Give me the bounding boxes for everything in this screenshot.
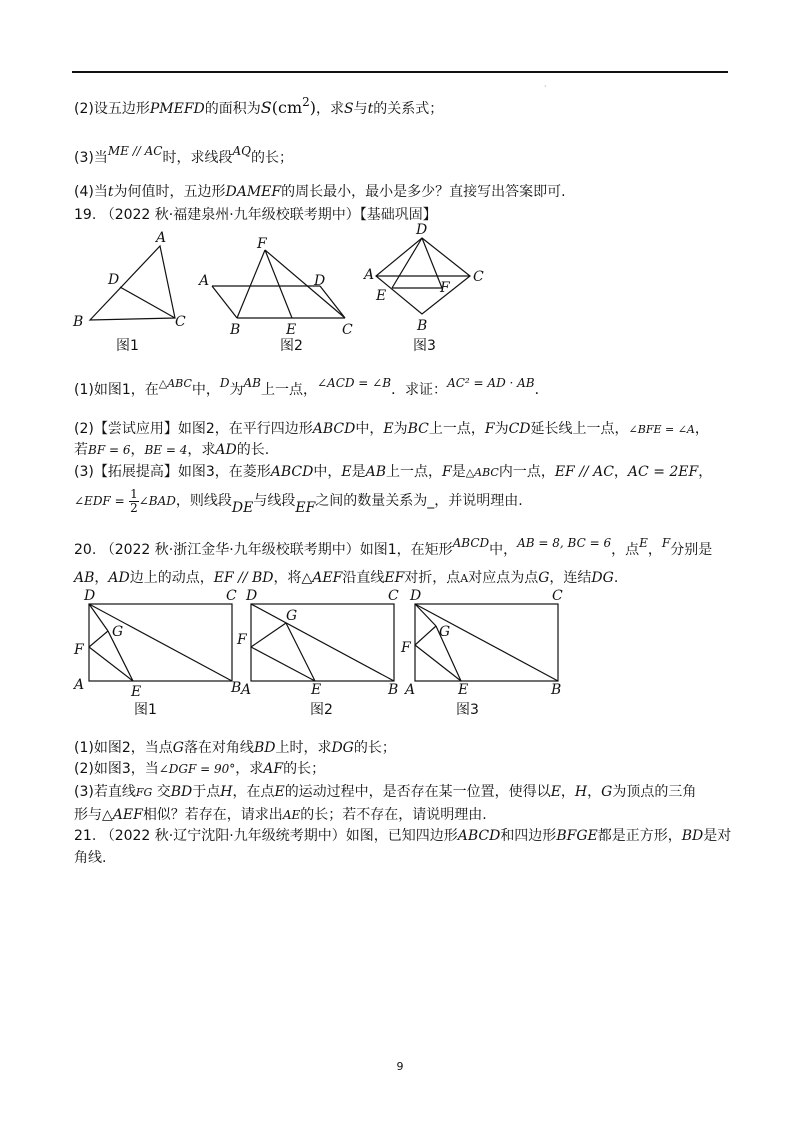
header-rule bbox=[72, 71, 728, 73]
q20-f2-caption: 图2 bbox=[310, 702, 333, 718]
q19-f2-label-d: D bbox=[314, 273, 326, 289]
q19-part1: (1)如图1，在$^{\triangle ABC}$中，D为AB上一点，∠ACD = ∠B．求证：AC² = AD · AB． bbox=[74, 376, 549, 398]
q20-f2-label-a: A bbox=[241, 682, 252, 698]
q19-figures bbox=[60, 224, 770, 358]
q20-f1-label-b: B bbox=[231, 680, 242, 696]
q20-f3-label-b: B bbox=[551, 682, 562, 698]
q20-part1: (1)如图2，当点G落在对角线BD上时，求DG的长； bbox=[74, 740, 396, 756]
q19-f2-label-c: C bbox=[342, 322, 353, 338]
q19-f1-label-a: A bbox=[156, 230, 167, 246]
q19-f3-label-d: D bbox=[416, 222, 428, 238]
q20-part3-line1: (3)若直线FG 交BD于点H，在点E的运动过程中，是否存在某一位置，使得以E，H，G为顶点的三角 bbox=[74, 784, 697, 800]
q20-f2-label-c: C bbox=[388, 588, 399, 604]
q20-f1-label-g: G bbox=[112, 624, 124, 640]
q19-figure-1 bbox=[90, 246, 175, 320]
q20-f1-label-f: F bbox=[74, 642, 84, 658]
q19-figure-3 bbox=[376, 238, 470, 314]
q18-part4: (4)当t为何值时，五边形DAMEF的周长最小，最小是多少？直接写出答案即可. bbox=[74, 184, 566, 200]
q19-f2-label-e: E bbox=[286, 322, 297, 338]
q19-f1-label-d: D bbox=[108, 272, 120, 288]
q19-f2-label-f: F bbox=[257, 236, 267, 252]
q20-f2-label-d: D bbox=[246, 588, 258, 604]
q19-f1-label-b: B bbox=[73, 314, 84, 330]
page-number: 9 bbox=[396, 1060, 404, 1073]
q19-part3-line2: ∠EDF = $\frac{1}{2}$ ∠BAD，则线段DE与线段EF之间的数量关系为_，并说明理由. bbox=[74, 486, 523, 516]
q20-f3-caption: 图3 bbox=[456, 702, 479, 718]
q21-line2: 角线. bbox=[74, 850, 107, 866]
q19-part2-line2: 若BF = 6，BE = 4，求AD的长. bbox=[74, 442, 270, 458]
q19-f2-caption: 图2 bbox=[280, 338, 303, 354]
q19-part2-line1: (2)【尝试应用】如图2，在平行四边形ABCD中，E为BC上一点，F为CD延长线上一点，∠BFE = ∠A， bbox=[74, 421, 709, 437]
q18-part2: (2)设五边形PMEFD的面积为S(cm2)，求S与t的关系式； bbox=[74, 95, 444, 117]
q20-part2: (2)如图3，当∠DGF = 90°，求AF的长； bbox=[74, 761, 326, 777]
q20-line2: AB，AD边上的动点，EF // BD，将△AEF沿直线EF对折，点A对应点为点G，连结DG. bbox=[74, 570, 619, 586]
q19-f3-label-f: F bbox=[440, 280, 450, 296]
q19-f2-label-b: B bbox=[230, 322, 241, 338]
q21-line1: 21. （2022 秋·辽宁沈阳·九年级统考期中）如图，已知四边形ABCD和四边形BFGE都是正方形，BD是对 bbox=[74, 828, 732, 844]
q19-f3-label-b: B bbox=[417, 318, 428, 334]
q19-f3-caption: 图3 bbox=[413, 338, 436, 354]
q20-figures bbox=[60, 584, 780, 724]
q20-f2-label-b: B bbox=[388, 682, 399, 698]
q20-f3-label-f: F bbox=[401, 640, 411, 656]
q20-f2-label-g: G bbox=[286, 608, 298, 624]
q20-figure-2 bbox=[251, 604, 394, 681]
q19-f2-label-a: A bbox=[199, 273, 210, 289]
q19-f1-caption: 图1 bbox=[116, 338, 139, 354]
q19-f3-label-a: A bbox=[364, 267, 375, 283]
q20-f2-label-f: F bbox=[237, 632, 247, 648]
fraction-one-half: $\frac{1}{2}$ bbox=[130, 486, 138, 515]
q20-f3-label-e: E bbox=[458, 682, 469, 698]
q20-f2-label-e: E bbox=[311, 682, 322, 698]
q19-part3-line1: (3)【拓展提高】如图3，在菱形ABCD中，E是AB上一点，F是△ABC内一点，EF // AC，AC = 2EF， bbox=[74, 464, 713, 480]
q20-f1-label-e: E bbox=[131, 684, 142, 700]
q20-f3-label-d: D bbox=[410, 588, 422, 604]
q20-part3-line2: 形与△AEF相似？若存在，请求出AE的长；若不存在，请说明理由. bbox=[74, 807, 487, 823]
q20-figure-3 bbox=[415, 604, 558, 681]
q20-f3-label-g: G bbox=[439, 624, 451, 640]
header-mark: · bbox=[544, 82, 547, 91]
q19-f3-label-e: E bbox=[376, 288, 387, 304]
q20-header: 20. （2022 秋·浙江金华·九年级校联考期中）如图1，在矩形ABCD中，AB = 8, BC = 6，点E，F分别是 bbox=[74, 536, 713, 558]
q20-f1-label-a: A bbox=[74, 677, 85, 693]
q20-f1-caption: 图1 bbox=[134, 702, 157, 718]
q20-f3-label-c: C bbox=[552, 588, 563, 604]
q19-f1-label-c: C bbox=[175, 314, 186, 330]
q18-part3: (3)当ME // AC时，求线段AQ的长； bbox=[74, 144, 293, 166]
q20-f1-label-c: C bbox=[226, 588, 237, 604]
q20-figure-1 bbox=[89, 604, 232, 681]
q19-header: 19. （2022 秋·福建泉州·九年级校联考期中）【基础巩固】 bbox=[74, 207, 437, 223]
q20-f3-label-a: A bbox=[405, 682, 416, 698]
q19-f3-label-c: C bbox=[473, 269, 484, 285]
q20-f1-label-d: D bbox=[84, 588, 96, 604]
